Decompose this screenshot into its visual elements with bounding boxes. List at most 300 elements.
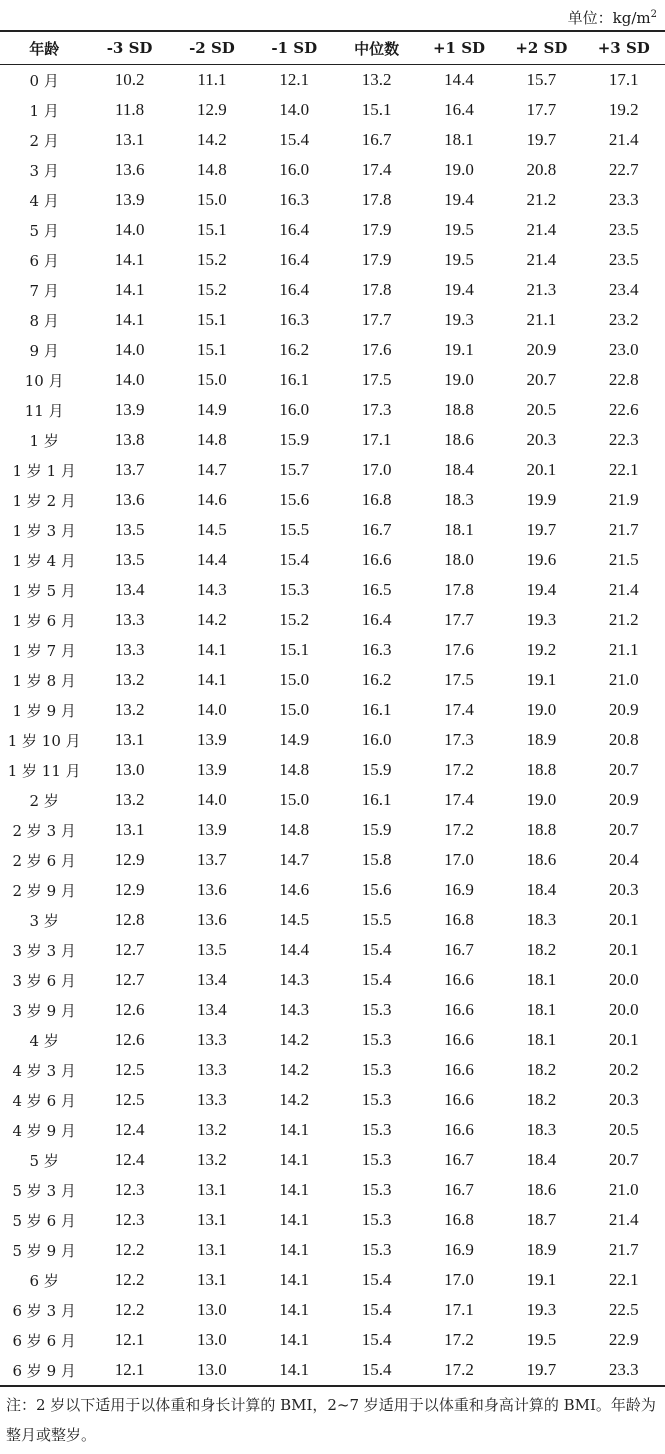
column-header: +3 SD [583, 31, 665, 65]
value-cell: 14.2 [197, 610, 227, 629]
table-row [0, 575, 665, 605]
age-cell: 2 岁 [29, 791, 59, 810]
value-cell: 23.3 [583, 1355, 665, 1386]
table-row [0, 65, 665, 96]
table-row [0, 1265, 665, 1295]
table-body [0, 65, 665, 1387]
value-cell: 13.9 [197, 730, 227, 749]
age-cell: 1 月 [29, 101, 59, 120]
value-cell: 16.2 [279, 340, 310, 359]
value-cell: 18.6 [526, 850, 557, 869]
value-cell: 13.9 [197, 820, 227, 839]
value-cell: 15.4 [361, 940, 392, 959]
value-cell: 23.3 [608, 190, 639, 209]
value-cell: 15.3 [361, 1180, 392, 1199]
value-cell: 23.2 [608, 310, 639, 329]
value-cell: 15.0 [279, 790, 310, 809]
value-cell: 21.2 [526, 190, 557, 209]
value-cell: 14.1 [279, 1180, 310, 1199]
value-cell: 12.6 [114, 1030, 145, 1049]
value-cell: 20.5 [526, 400, 557, 419]
value-cell: 14.3 [197, 580, 227, 599]
table-row [0, 335, 665, 365]
value-cell: 20.7 [608, 760, 639, 779]
value-cell: 13.2 [197, 1150, 227, 1169]
age-cell: 1 岁 9 月 [12, 701, 76, 720]
value-cell: 14.1 [197, 640, 227, 659]
value-cell: 12.4 [114, 1150, 145, 1169]
column-header: -3 SD [88, 31, 170, 65]
value-cell: 12.1 [279, 70, 310, 89]
value-cell: 13.5 [114, 550, 145, 569]
age-cell: 4 岁 3 月 [12, 1061, 76, 1080]
value-cell: 14.2 [279, 1030, 310, 1049]
value-cell: 13.5 [114, 520, 145, 539]
value-cell: 15.9 [361, 820, 392, 839]
value-cell: 19.7 [526, 130, 557, 149]
value-cell: 21.0 [608, 670, 639, 689]
value-cell: 18.9 [526, 730, 557, 749]
value-cell: 15.8 [361, 850, 392, 869]
age-cell: 4 岁 [29, 1031, 59, 1050]
age-cell: 6 月 [29, 251, 59, 270]
column-header: +1 SD [418, 31, 500, 65]
table-row [0, 1145, 665, 1175]
table-row [0, 815, 665, 845]
value-cell: 12.2 [114, 1300, 145, 1319]
age-cell: 4 岁 9 月 [12, 1121, 76, 1140]
value-cell: 17.4 [444, 700, 474, 719]
column-header-age: 年龄 [0, 31, 88, 65]
value-cell: 18.1 [526, 1000, 557, 1019]
age-cell: 2 月 [29, 131, 59, 150]
value-cell: 15.2 [197, 280, 227, 299]
value-cell: 14.5 [279, 910, 310, 929]
value-cell: 12.7 [114, 940, 145, 959]
value-cell: 17.4 [444, 790, 474, 809]
value-cell: 15.9 [361, 760, 392, 779]
value-cell: 19.5 [526, 1330, 557, 1349]
value-cell: 16.7 [444, 1180, 474, 1199]
value-cell: 16.9 [444, 880, 474, 899]
age-cell: 3 岁 9 月 [12, 1001, 76, 1020]
age-cell: 1 岁 11 月 [7, 761, 81, 780]
value-cell: 19.0 [526, 700, 557, 719]
value-cell: 20.5 [608, 1120, 639, 1139]
age-cell: 1 岁 7 月 [12, 641, 76, 660]
value-cell: 14.1 [279, 1240, 310, 1259]
value-cell: 13.3 [197, 1090, 227, 1109]
value-cell: 15.6 [279, 490, 310, 509]
column-header: -2 SD [171, 31, 253, 65]
value-cell: 14.3 [279, 970, 310, 989]
value-cell: 17.4 [361, 160, 392, 179]
value-cell: 16.8 [361, 490, 392, 509]
value-cell: 17.0 [444, 1270, 474, 1289]
value-cell: 19.0 [444, 160, 474, 179]
value-cell: 18.1 [444, 130, 474, 149]
value-cell: 21.4 [526, 250, 557, 269]
value-cell: 20.3 [608, 1090, 639, 1109]
value-cell: 16.6 [444, 970, 474, 989]
age-cell: 9 月 [29, 341, 59, 360]
value-cell: 13.2 [197, 1120, 227, 1139]
value-cell: 16.4 [279, 280, 310, 299]
value-cell: 20.9 [608, 790, 639, 809]
value-cell: 16.2 [361, 670, 392, 689]
value-cell: 17.2 [444, 1330, 474, 1349]
value-cell: 14.4 [279, 940, 310, 959]
value-cell: 15.0 [197, 190, 227, 209]
value-cell: 13.3 [197, 1060, 227, 1079]
value-cell: 11.8 [115, 100, 145, 119]
table-row [0, 185, 665, 215]
value-cell: 16.9 [444, 1240, 474, 1259]
value-cell: 20.8 [526, 160, 557, 179]
value-cell: 13.5 [197, 940, 227, 959]
value-cell: 21.4 [608, 130, 639, 149]
value-cell: 13.1 [197, 1240, 227, 1259]
table-row [0, 275, 665, 305]
value-cell: 17.0 [444, 850, 474, 869]
age-cell: 11 月 [24, 401, 64, 420]
table-row [0, 755, 665, 785]
value-cell: 15.4 [279, 550, 310, 569]
age-cell: 4 月 [29, 191, 59, 210]
value-cell: 17.7 [361, 310, 392, 329]
value-cell: 14.1 [114, 280, 145, 299]
value-cell: 19.1 [526, 670, 557, 689]
value-cell: 17.1 [444, 1300, 474, 1319]
value-cell: 13.9 [114, 190, 145, 209]
value-cell: 19.4 [444, 280, 474, 299]
value-cell: 22.8 [608, 370, 639, 389]
bmi-table [0, 30, 665, 1387]
table-row [0, 155, 665, 185]
value-cell: 15.6 [361, 880, 392, 899]
value-cell: 13.0 [197, 1330, 227, 1349]
value-cell: 13.9 [197, 760, 227, 779]
value-cell: 21.4 [608, 580, 639, 599]
value-cell: 20.3 [526, 430, 557, 449]
table-row [0, 605, 665, 635]
value-cell: 12.5 [114, 1060, 145, 1079]
value-cell: 16.0 [279, 400, 310, 419]
value-cell: 19.6 [526, 550, 557, 569]
value-cell: 22.6 [608, 400, 639, 419]
value-cell: 15.3 [361, 1000, 392, 1019]
value-cell: 12.8 [114, 910, 145, 929]
age-cell: 2 岁 3 月 [12, 821, 76, 840]
value-cell: 17.3 [444, 730, 474, 749]
value-cell: 17.8 [361, 190, 392, 209]
value-cell: 19.0 [526, 790, 557, 809]
value-cell: 18.7 [526, 1210, 557, 1229]
value-cell: 13.6 [197, 910, 227, 929]
table-row [0, 215, 665, 245]
value-cell: 15.2 [279, 610, 310, 629]
table-row [0, 785, 665, 815]
value-cell: 20.7 [526, 370, 557, 389]
footnote: 注：2 岁以下适用于以体重和身长计算的 BMI，2~7 岁适用于以体重和身高计算的 BMI。年龄为整月或整岁。 [6, 1396, 656, 1444]
value-cell: 12.6 [114, 1000, 145, 1019]
value-cell: 20.1 [608, 940, 639, 959]
value-cell: 14.7 [197, 460, 227, 479]
value-cell: 14.7 [279, 850, 310, 869]
table-row [0, 845, 665, 875]
table-row [0, 965, 665, 995]
table-row [0, 305, 665, 335]
value-cell: 14.3 [279, 1000, 310, 1019]
table-row [0, 1325, 665, 1355]
age-cell: 1 岁 2 月 [12, 491, 76, 510]
age-cell: 1 岁 6 月 [12, 611, 76, 630]
value-cell: 18.0 [444, 550, 474, 569]
value-cell: 15.3 [361, 1030, 392, 1049]
table-row [0, 935, 665, 965]
value-cell: 13.0 [197, 1300, 227, 1319]
value-cell: 15.4 [279, 130, 310, 149]
table-row [0, 1355, 665, 1386]
value-cell: 20.3 [608, 880, 639, 899]
age-cell: 3 岁 3 月 [12, 941, 76, 960]
value-cell: 14.9 [279, 730, 310, 749]
table-row [0, 455, 665, 485]
value-cell: 15.1 [197, 220, 227, 239]
value-cell: 18.8 [526, 760, 557, 779]
value-cell: 14.8 [279, 820, 310, 839]
value-cell: 21.7 [608, 1240, 639, 1259]
value-cell: 15.9 [279, 430, 310, 449]
value-cell: 15.4 [361, 1330, 392, 1349]
value-cell: 14.8 [197, 430, 227, 449]
value-cell: 19.4 [526, 580, 557, 599]
value-cell: 19.4 [444, 190, 474, 209]
value-cell: 17.8 [444, 580, 474, 599]
table-row [0, 485, 665, 515]
value-cell: 16.6 [444, 1120, 474, 1139]
value-cell: 16.5 [361, 580, 392, 599]
age-cell: 0 月 [29, 71, 59, 90]
unit-prefix: 单位： [567, 9, 613, 27]
value-cell: 16.4 [361, 610, 392, 629]
value-cell: 17.3 [361, 400, 392, 419]
value-cell: 14.8 [197, 160, 227, 179]
value-cell: 22.1 [608, 460, 639, 479]
value-cell: 16.1 [279, 370, 310, 389]
value-cell: 13.4 [197, 1000, 227, 1019]
value-cell: 19.0 [444, 370, 474, 389]
value-cell: 22.1 [608, 1270, 639, 1289]
column-header: 中位数 [335, 31, 417, 65]
value-cell: 19.2 [608, 100, 639, 119]
value-cell: 23.5 [608, 220, 639, 239]
value-cell: 16.6 [444, 1000, 474, 1019]
value-cell: 12.4 [114, 1120, 145, 1139]
value-cell: 16.7 [361, 520, 392, 539]
value-cell: 21.4 [526, 220, 557, 239]
value-cell: 13.1 [197, 1180, 227, 1199]
value-cell: 15.3 [361, 1210, 392, 1229]
value-cell: 21.1 [608, 640, 639, 659]
value-cell: 15.0 [279, 700, 310, 719]
value-cell: 17.2 [444, 760, 474, 779]
value-cell: 15.1 [361, 100, 392, 119]
value-cell: 22.3 [608, 430, 639, 449]
value-cell: 21.1 [526, 310, 557, 329]
value-cell: 15.3 [361, 1090, 392, 1109]
table-row [0, 875, 665, 905]
value-cell: 15.7 [526, 70, 557, 89]
value-cell: 13.1 [114, 730, 145, 749]
value-cell: 18.4 [444, 460, 474, 479]
value-cell: 15.3 [361, 1240, 392, 1259]
table-row [0, 695, 665, 725]
value-cell: 15.0 [197, 370, 227, 389]
value-cell: 15.1 [197, 310, 227, 329]
value-cell: 14.0 [114, 220, 145, 239]
value-cell: 18.3 [444, 490, 474, 509]
value-cell: 14.9 [197, 400, 227, 419]
value-cell: 14.0 [114, 340, 145, 359]
age-cell: 1 岁 4 月 [12, 551, 76, 570]
value-cell: 16.7 [444, 1150, 474, 1169]
table-row [0, 1055, 665, 1085]
value-cell: 14.4 [197, 550, 227, 569]
table-row [0, 1085, 665, 1115]
value-cell: 12.2 [114, 1240, 145, 1259]
value-cell: 13.4 [114, 580, 145, 599]
value-cell: 21.3 [526, 280, 557, 299]
value-cell: 18.4 [526, 1150, 557, 1169]
value-cell: 10.2 [114, 70, 145, 89]
value-cell: 13.6 [114, 490, 145, 509]
age-cell: 5 岁 3 月 [12, 1181, 76, 1200]
age-cell: 4 岁 6 月 [12, 1091, 76, 1110]
value-cell: 19.7 [526, 520, 557, 539]
value-cell: 16.7 [361, 130, 392, 149]
value-cell: 15.0 [279, 670, 310, 689]
age-cell: 3 月 [29, 161, 59, 180]
value-cell: 17.7 [444, 610, 474, 629]
value-cell: 12.9 [114, 850, 145, 869]
value-cell: 12.7 [114, 970, 145, 989]
value-cell: 19.5 [444, 220, 474, 239]
value-cell: 14.5 [197, 520, 227, 539]
value-cell: 13.3 [114, 640, 145, 659]
value-cell: 14.0 [114, 370, 145, 389]
value-cell: 16.3 [279, 190, 310, 209]
value-cell: 13.9 [114, 400, 145, 419]
value-cell: 13.3 [114, 610, 145, 629]
value-cell: 19.1 [444, 340, 474, 359]
value-cell: 14.1 [279, 1210, 310, 1229]
value-cell: 19.3 [526, 1300, 557, 1319]
age-cell: 6 岁 6 月 [12, 1331, 76, 1350]
value-cell: 13.2 [361, 70, 392, 89]
value-cell: 16.4 [444, 100, 474, 119]
value-cell: 16.0 [361, 730, 392, 749]
value-cell: 14.1 [114, 250, 145, 269]
age-cell: 7 月 [29, 281, 59, 300]
table-row [0, 995, 665, 1025]
value-cell: 14.0 [279, 100, 310, 119]
value-cell: 14.1 [114, 310, 145, 329]
value-cell: 14.2 [279, 1060, 310, 1079]
value-cell: 18.2 [526, 1090, 557, 1109]
value-cell: 17.9 [361, 220, 392, 239]
value-cell: 16.6 [361, 550, 392, 569]
value-cell: 20.8 [608, 730, 639, 749]
value-cell: 18.6 [526, 1180, 557, 1199]
value-cell: 19.9 [526, 490, 557, 509]
value-cell: 15.1 [279, 640, 310, 659]
value-cell: 16.4 [279, 220, 310, 239]
value-cell: 13.4 [197, 970, 227, 989]
value-cell: 18.9 [526, 1240, 557, 1259]
value-cell: 18.1 [526, 970, 557, 989]
value-cell: 12.2 [114, 1270, 145, 1289]
age-cell: 2 岁 6 月 [12, 851, 76, 870]
value-cell: 23.5 [608, 250, 639, 269]
age-cell: 1 岁 [29, 431, 59, 450]
value-cell: 14.6 [279, 880, 310, 899]
age-cell: 1 岁 10 月 [7, 731, 81, 750]
value-cell: 15.3 [361, 1150, 392, 1169]
value-cell: 18.1 [444, 520, 474, 539]
age-cell: 5 岁 9 月 [12, 1241, 76, 1260]
age-cell: 5 岁 6 月 [12, 1211, 76, 1230]
value-cell: 15.4 [361, 1300, 392, 1319]
value-cell: 15.3 [279, 580, 310, 599]
value-cell: 13.1 [197, 1270, 227, 1289]
value-cell: 13.7 [114, 460, 145, 479]
value-cell: 14.6 [197, 490, 227, 509]
table-row [0, 425, 665, 455]
value-cell: 17.9 [361, 250, 392, 269]
value-cell: 20.4 [608, 850, 639, 869]
value-cell: 16.7 [444, 940, 474, 959]
age-cell: 1 岁 5 月 [12, 581, 76, 600]
value-cell: 15.1 [197, 340, 227, 359]
value-cell: 17.7 [526, 100, 557, 119]
value-cell: 23.4 [608, 280, 639, 299]
value-cell: 13.1 [114, 820, 145, 839]
value-cell: 14.1 [279, 1300, 310, 1319]
value-cell: 14.1 [279, 1330, 310, 1349]
value-cell: 16.4 [279, 250, 310, 269]
value-cell: 19.3 [526, 610, 557, 629]
value-cell: 22.9 [608, 1330, 639, 1349]
value-cell: 14.0 [197, 700, 227, 719]
column-header: -1 SD [253, 31, 335, 65]
value-cell: 16.1 [361, 790, 392, 809]
value-cell: 18.6 [444, 430, 474, 449]
value-cell: 17.6 [361, 340, 392, 359]
value-cell: 19.5 [444, 250, 474, 269]
value-cell: 19.7 [500, 1355, 582, 1386]
value-cell: 19.3 [444, 310, 474, 329]
value-cell: 14.0 [197, 790, 227, 809]
header-row [0, 31, 665, 65]
table-row [0, 395, 665, 425]
value-cell: 21.7 [608, 520, 639, 539]
value-cell: 17.0 [361, 460, 392, 479]
table-row [0, 1175, 665, 1205]
value-cell: 13.6 [197, 880, 227, 899]
unit-value: kg/m [612, 9, 651, 27]
value-cell: 17.5 [444, 670, 474, 689]
